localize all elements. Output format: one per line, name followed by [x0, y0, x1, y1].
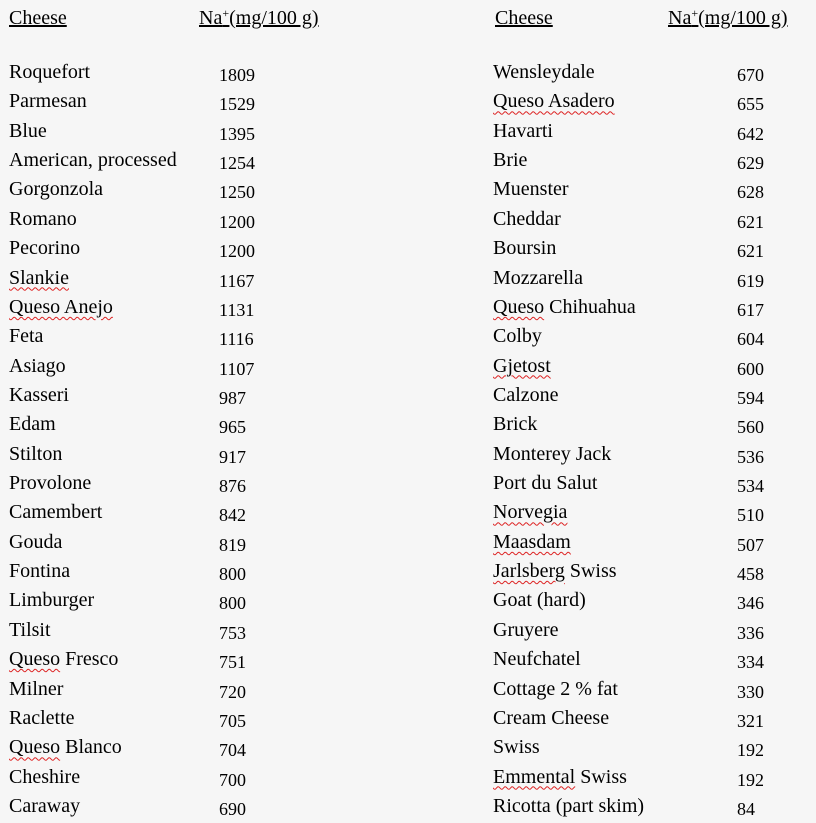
cheese-name: Camembert	[9, 501, 103, 524]
cheese-name: Neufchatel	[493, 648, 581, 671]
cheese-name: Caraway	[9, 795, 81, 817]
sodium-value: 534	[737, 476, 764, 497]
cheese-name: Mozzarella	[493, 266, 583, 289]
cheese-name: Calzone	[493, 383, 559, 406]
cheese-name: Queso Fresco	[9, 648, 119, 671]
sodium-value: 690	[219, 799, 246, 819]
sodium-value: 84	[737, 799, 755, 819]
sodium-prefix: Na	[199, 7, 223, 29]
sodium-value: 192	[737, 740, 764, 761]
sodium-value: 917	[219, 446, 246, 467]
cheese-name: Limburger	[9, 589, 95, 612]
sodium-value: 800	[219, 564, 246, 585]
sodium-superscript: +	[222, 6, 230, 20]
sodium-value: 1529	[219, 94, 255, 115]
sodium-unit: (mg/100 g)	[229, 7, 319, 29]
sodium-value: 700	[219, 769, 246, 790]
sodium-value: 536	[737, 446, 764, 467]
cheese-name: Cheddar	[493, 207, 561, 230]
sodium-value: 619	[737, 270, 764, 291]
sodium-value: 1254	[219, 153, 255, 174]
cheese-name: Gouda	[9, 530, 63, 553]
cheese-name: Maasdam	[493, 530, 571, 553]
sodium-value: 704	[219, 740, 246, 761]
cheese-name: Queso Asadero	[493, 90, 615, 113]
sodium-header-right	[668, 7, 788, 30]
sodium-value: 458	[737, 564, 764, 585]
cheese-name: Goat (hard)	[493, 589, 586, 612]
cheese-name: Romano	[9, 207, 77, 230]
sodium-value: 507	[737, 534, 764, 555]
sodium-value: 705	[219, 710, 246, 731]
cheese-name: Feta	[9, 325, 44, 348]
cheese-name: Pecorino	[9, 237, 81, 260]
cheese-name: Gjetost	[493, 354, 551, 377]
cheese-name: Muenster	[493, 178, 569, 201]
cheese-name: Gorgonzola	[9, 178, 104, 201]
sodium-value: 617	[737, 299, 764, 320]
sodium-value: 965	[219, 417, 246, 438]
sodium-value: 621	[737, 211, 764, 232]
cheese-name: Roquefort	[9, 61, 91, 83]
cheese-name: Provolone	[9, 472, 92, 495]
cheese-header-left: Cheese	[9, 7, 67, 29]
cheese-name: Fontina	[9, 560, 71, 583]
cheese-name: Emmental Swiss	[493, 765, 627, 788]
sodium-value: 629	[737, 153, 764, 174]
sodium-value: 987	[219, 387, 246, 408]
cheese-name: Edam	[9, 413, 56, 436]
sodium-value: 842	[219, 505, 246, 526]
cheese-name: Milner	[9, 677, 64, 700]
sodium-value: 346	[737, 593, 764, 614]
cheese-name: Slankie	[9, 266, 69, 289]
sodium-value: 1250	[219, 182, 255, 203]
sodium-value: 1200	[219, 241, 255, 262]
cheese-name: Ricotta (part skim)	[493, 795, 645, 817]
sodium-value: 1809	[219, 65, 255, 85]
sodium-value: 720	[219, 681, 246, 702]
cheese-name: Port du Salut	[493, 472, 598, 495]
sodium-unit: (mg/100 g)	[698, 7, 788, 29]
cheese-name: Jarlsberg Swiss	[493, 560, 617, 583]
cheese-name: Cheshire	[9, 765, 81, 788]
sodium-value: 642	[737, 123, 764, 144]
sodium-value: 628	[737, 182, 764, 203]
sodium-value: 330	[737, 681, 764, 702]
cheese-name: Blue	[9, 119, 47, 142]
sodium-value: 800	[219, 593, 246, 614]
sodium-value: 600	[737, 358, 764, 379]
sodium-value: 751	[219, 652, 246, 673]
sodium-value: 594	[737, 387, 764, 408]
sodium-superscript: +	[691, 6, 699, 20]
cheese-name: Monterey Jack	[493, 442, 612, 465]
cheese-name: Kasseri	[9, 383, 69, 406]
cheese-name: Parmesan	[9, 90, 87, 113]
cheese-name: Cream Cheese	[493, 706, 610, 729]
sodium-value: 1200	[219, 211, 255, 232]
sodium-value: 192	[737, 769, 764, 790]
cheese-name: Norvegia	[493, 501, 568, 524]
cheese-name: Wensleydale	[493, 61, 595, 83]
cheese-name: Cottage 2 % fat	[493, 677, 618, 700]
cheese-name: Havarti	[493, 119, 553, 142]
sodium-value: 336	[737, 622, 764, 643]
cheese-header-right: Cheese	[495, 7, 553, 29]
sodium-value: 321	[737, 710, 764, 731]
sodium-value: 621	[737, 241, 764, 262]
cheese-name: Boursin	[493, 237, 557, 260]
cheese-name: Raclette	[9, 706, 75, 729]
cheese-name: Tilsit	[9, 618, 51, 641]
sodium-value: 1116	[219, 329, 254, 350]
sodium-value: 655	[737, 94, 764, 115]
sodium-value: 510	[737, 505, 764, 526]
sodium-value: 1167	[219, 270, 255, 291]
cheese-name: Colby	[493, 325, 542, 348]
sodium-value: 560	[737, 417, 764, 438]
cheese-name: Queso Blanco	[9, 736, 122, 759]
cheese-name: Queso Anejo	[9, 295, 113, 318]
cheese-name: Queso Chihuahua	[493, 295, 636, 318]
cheese-name: Stilton	[9, 442, 63, 465]
sodium-header-left	[199, 7, 319, 30]
sodium-value: 334	[737, 652, 764, 673]
sodium-value: 604	[737, 329, 764, 350]
sodium-value: 670	[737, 65, 764, 85]
cheese-name: American, processed	[9, 149, 177, 172]
sodium-value: 819	[219, 534, 246, 555]
sodium-value: 1131	[219, 299, 255, 320]
sodium-value: 753	[219, 622, 246, 643]
cheese-name: Swiss	[493, 736, 540, 759]
sodium-prefix: Na	[668, 7, 692, 29]
cheese-name: Asiago	[9, 354, 66, 377]
cheese-name: Gruyere	[493, 618, 559, 641]
sodium-value: 1395	[219, 123, 255, 144]
cheese-name: Brie	[493, 149, 528, 172]
sodium-value: 876	[219, 476, 246, 497]
sodium-value: 1107	[219, 358, 255, 379]
cheese-name: Brick	[493, 413, 538, 436]
